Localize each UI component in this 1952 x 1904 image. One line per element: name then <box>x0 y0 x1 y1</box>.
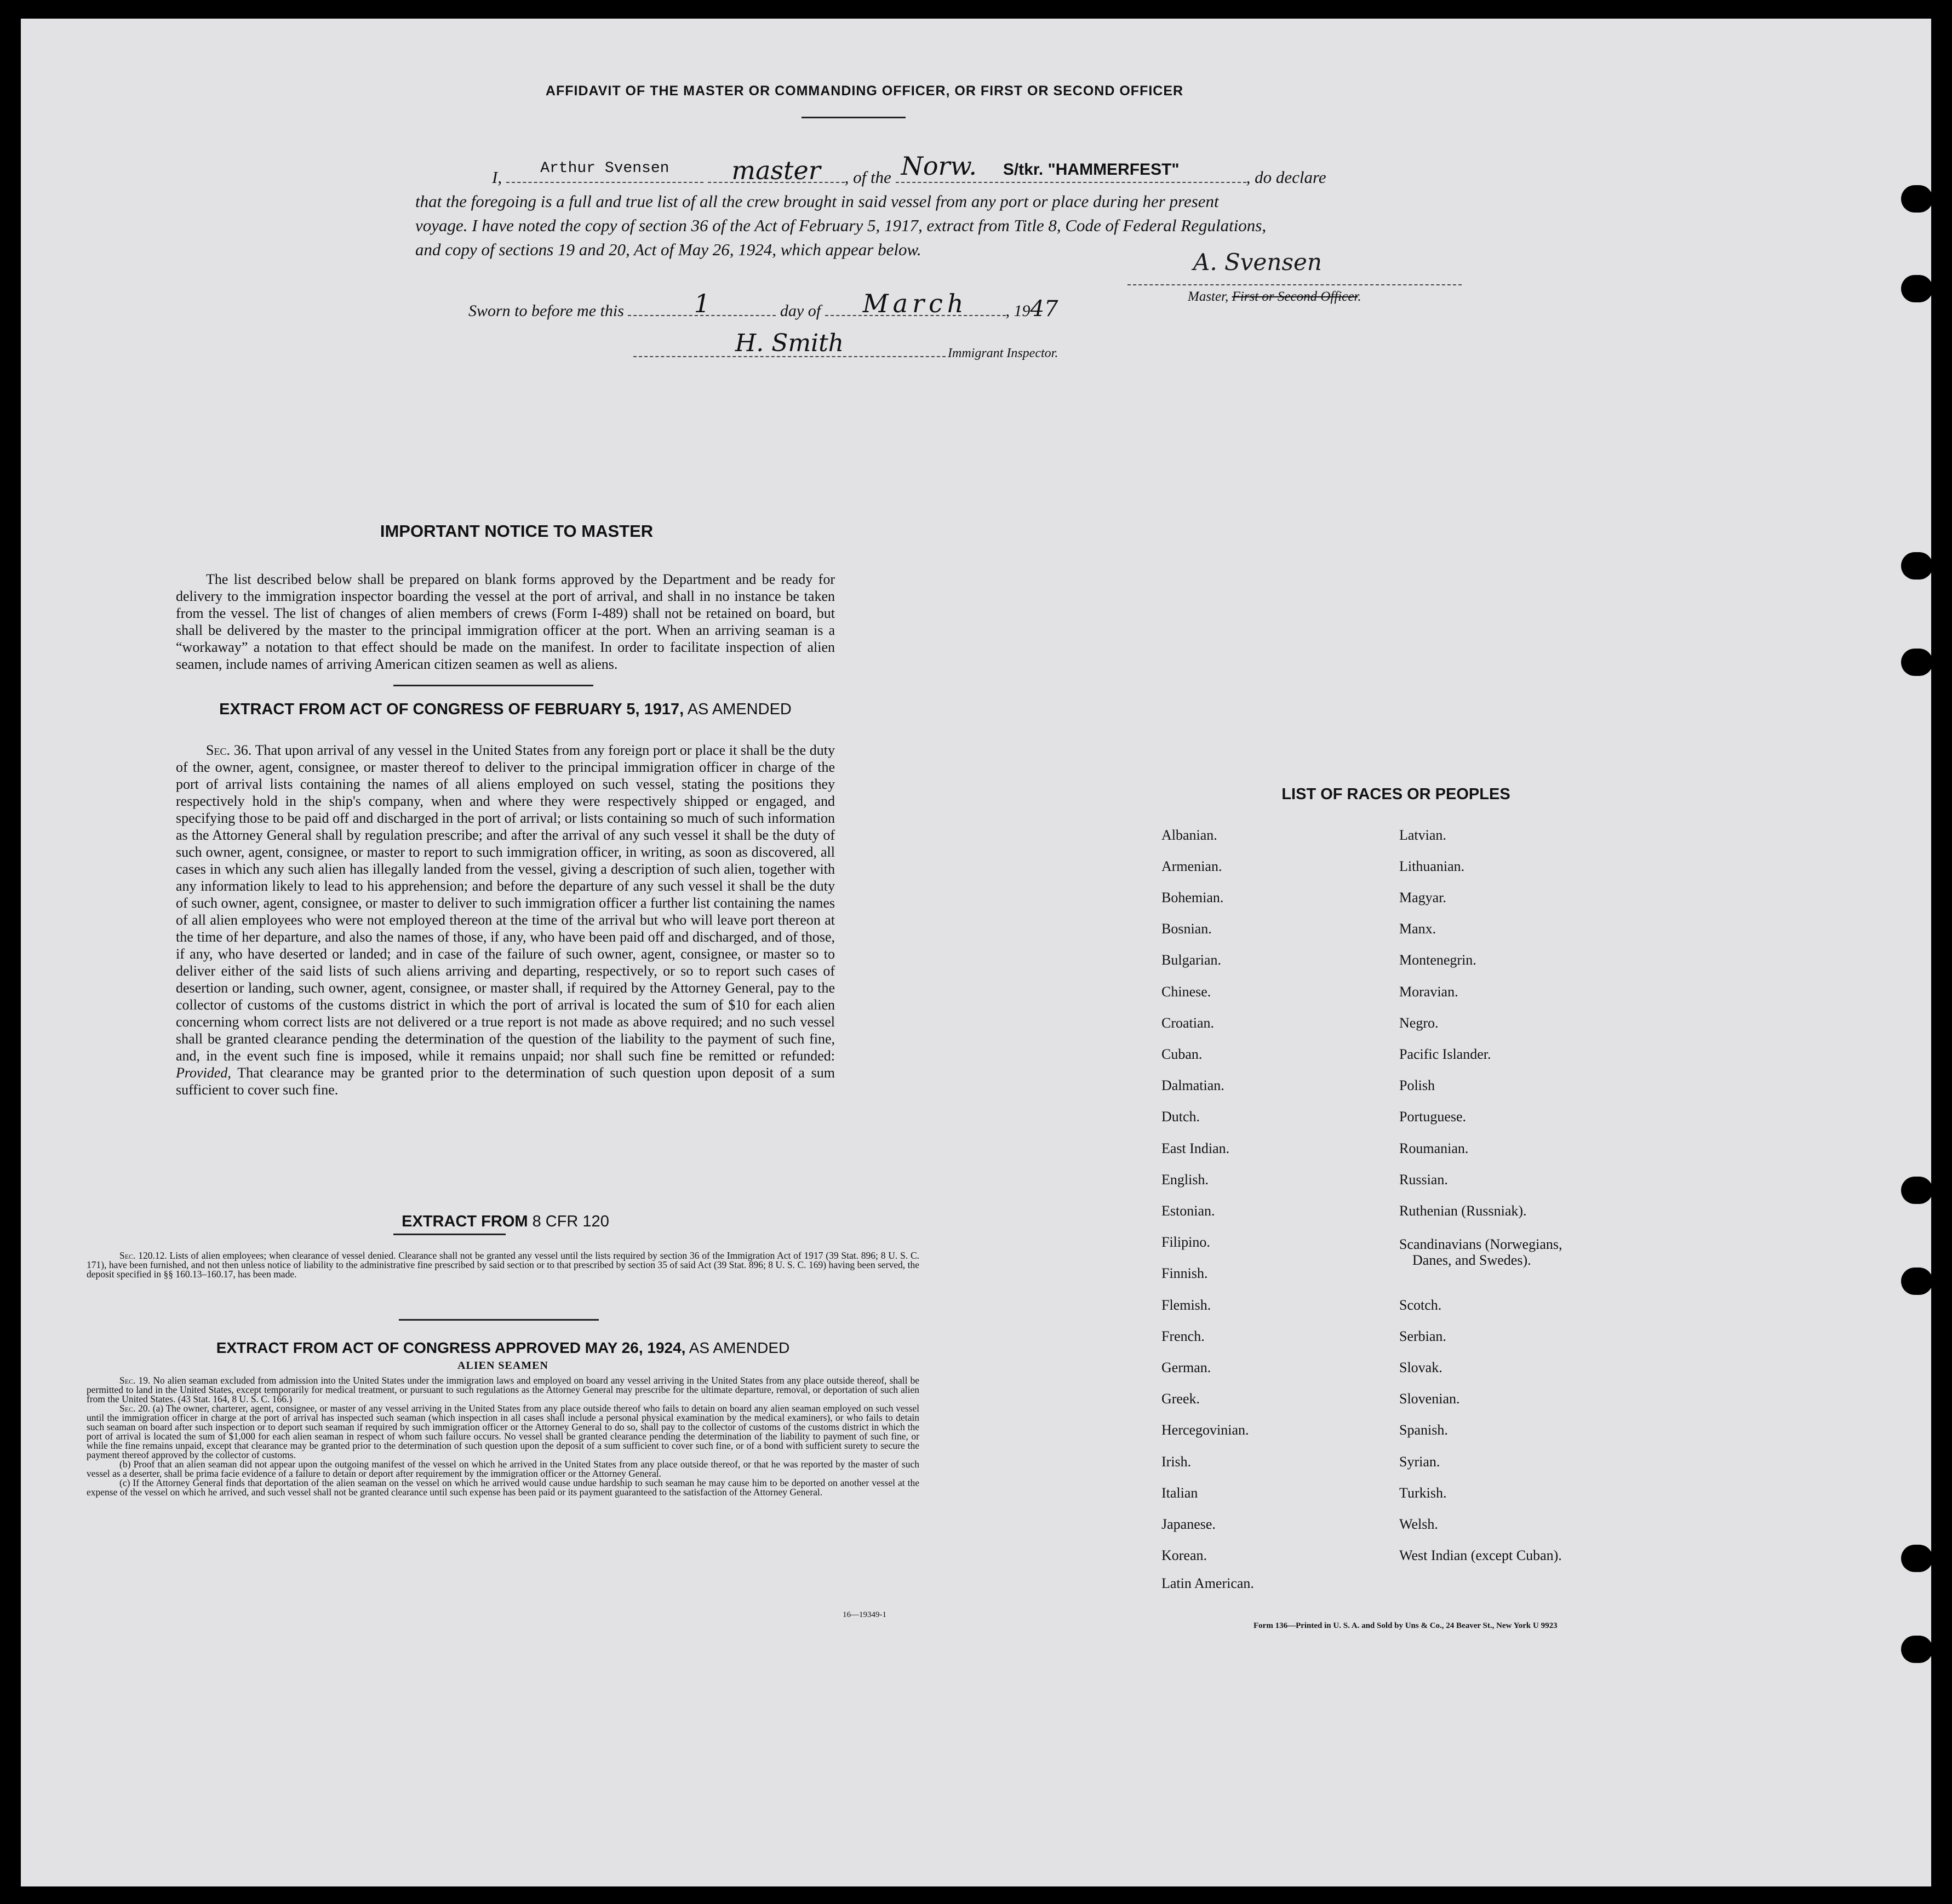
rank-field <box>708 156 845 185</box>
extract-1924-title-suffix: AS AMENDED <box>685 1339 790 1356</box>
race-item: Welsh. <box>1399 1516 1438 1532</box>
race-item: Scotch. <box>1399 1297 1442 1313</box>
vessel-name: S/tkr. "HAMMERFEST" <box>1003 160 1180 179</box>
of-the-label: , of the <box>844 168 891 187</box>
cfr-sec-label: Sec. 120.12. <box>119 1250 167 1261</box>
extract-1917-title-suffix: AS AMENDED <box>684 701 792 718</box>
name-field <box>506 162 703 183</box>
caption-struck: First or Second Officer <box>1232 289 1358 304</box>
inspector-field <box>633 329 946 357</box>
race-item: Spanish. <box>1399 1422 1448 1438</box>
race-item: German. <box>1161 1360 1211 1375</box>
binder-hole <box>1901 1545 1931 1572</box>
printer-footer: Form 136—Printed in U. S. A. and Sold by Uns & Co., 24 Beaver St., New York U 9923 <box>1253 1621 1558 1630</box>
sec-20a-body: (a) The owner, charterer, agent, consignee, or master of any vessel arriving in the United States from any place outside thereof who fails to detain on board any alien seaman employed on such vessel until the immigration officer in charge at the port of arrival has inspected such seaman (which inspection in all cases shall include a personal physical examination by the medical examiners), or who fails to detain such seaman on board after such inspection or to deport such seaman if required by such immigration officer or the Attorney General to do so, shall pay to the collector of customs of the customs district in which the port of arrival is located the sum of $1,000 for each alien seaman in respect of whom such failure occurs. No vessel shall be granted clearance pending the determination of the liability to payment of such fine, or while the fine remains unpaid, except that clearance may be granted prior to the determination of such question upon the deposit of a sum sufficient to cover such fine, or of a bond with sufficient surety to secure the payment thereof approved by the collector of customs. <box>87 1403 919 1460</box>
sworn-year: 47 <box>1030 296 1058 322</box>
race-item: Bosnian. <box>1161 921 1212 937</box>
declare-label: , do declare <box>1246 168 1326 187</box>
affidavit-line-2: that the foregoing is a full and true list of all the crew brought in said vessel from any port or place during her present <box>415 192 1219 211</box>
race-item: Portuguese. <box>1399 1109 1467 1125</box>
sec-19-paragraph <box>87 1376 919 1404</box>
month-field <box>825 289 1006 318</box>
sec-36-end: That clearance may be granted prior to the determination of such question upon deposit of a sum sufficient to cover such fine. <box>176 1065 835 1098</box>
sworn-month: March <box>862 289 968 318</box>
rank-handwritten: master <box>731 156 821 185</box>
binder-hole <box>1901 649 1931 676</box>
vessel-field <box>896 151 1246 183</box>
sec-20-label: Sec. 20. <box>119 1403 151 1414</box>
race-item: Dalmatian. <box>1161 1077 1224 1093</box>
extract-1917-title-main: EXTRACT FROM ACT OF CONGRESS OF FEBRUARY 5, 1917, <box>219 701 684 718</box>
cfr-body: Lists of alien employees; when clearance of vessel denied. Clearance shall not be granted any vessel until the lists required by section 36 of the Immigration Act of 1917 (39 Stat. 896; 8 U. S. C. 171), have been furnished, and not then unless notice of liability to the administrative fine prescribed by said section or to that prescribed by section 35 of said Act (39 Stat. 896; 8 U. S. C. 169) having been served, the deposit specified in §§ 160.13–160.17, has been made. <box>87 1250 919 1280</box>
race-item: English. <box>1161 1172 1209 1188</box>
caption-period: . <box>1358 289 1361 304</box>
sworn-day: 1 <box>694 289 711 318</box>
race-item: Armenian. <box>1161 858 1222 874</box>
binder-hole <box>1901 185 1931 213</box>
notice-title: IMPORTANT NOTICE TO MASTER <box>380 521 654 541</box>
race-item: French. <box>1161 1328 1205 1344</box>
document-page <box>21 19 1931 1886</box>
extract-1924-title-main: EXTRACT FROM ACT OF CONGRESS APPROVED MAY 26, 1924, <box>216 1339 686 1356</box>
race-item: Turkish. <box>1399 1485 1447 1501</box>
affidavit-declaration <box>415 151 1500 262</box>
affidavit-line-4: and copy of sections 19 and 20, Act of May 26, 1924, which appear below. <box>415 240 921 259</box>
race-item: Magyar. <box>1399 890 1446 905</box>
cfr-title <box>176 1213 835 1231</box>
form-number: 16—19349-1 <box>843 1610 886 1619</box>
race-item: Flemish. <box>1161 1297 1211 1313</box>
binder-hole <box>1901 1268 1931 1295</box>
sec-20c-paragraph: (c) If the Attorney General finds that deportation of the alien seaman on the vessel on which he arrived would cause undue hardship to such seaman he may cause him to be deported on another vessel at the expense of the vessel on which he arrived, and such vessel shall not be granted clearance until such expense has been paid or its payment guaranteed to the satisfaction of the Attorney General. <box>87 1477 919 1498</box>
sec-20a-paragraph <box>87 1404 919 1460</box>
cfr-text <box>87 1251 919 1279</box>
race-item: Chinese. <box>1161 984 1211 1000</box>
year-prefix: , 19 <box>1005 302 1031 320</box>
race-item: Lithuanian. <box>1399 858 1465 874</box>
signature-caption <box>1188 289 1361 305</box>
affidavit-line-1 <box>415 151 1500 190</box>
race-item: Polish <box>1399 1077 1435 1093</box>
race-item: Hercegovinian. <box>1161 1422 1249 1438</box>
divider-1 <box>393 685 593 686</box>
race-item: East Indian. <box>1161 1140 1230 1156</box>
vessel-fill <box>896 152 1246 182</box>
race-item: Dutch. <box>1161 1109 1200 1125</box>
race-item: Scandinavians (Norwegians, <box>1399 1236 1562 1252</box>
race-item: Moravian. <box>1399 984 1458 1000</box>
race-item: Estonian. <box>1161 1203 1215 1219</box>
day-field <box>628 289 776 318</box>
race-item: Greek. <box>1161 1391 1200 1407</box>
inspector-signature: H. Smith <box>735 329 844 357</box>
binder-hole <box>1901 552 1931 580</box>
section-36-paragraph <box>176 742 835 1098</box>
race-item: Manx. <box>1399 921 1436 937</box>
race-item: Negro. <box>1399 1015 1439 1031</box>
binder-hole <box>1901 1636 1931 1663</box>
signature-line <box>1127 284 1462 285</box>
race-item: Irish. <box>1161 1454 1192 1470</box>
race-item: Latvian. <box>1399 827 1446 843</box>
race-item: Latin American. <box>1161 1575 1254 1591</box>
sworn-label: Sworn to before me this <box>468 302 624 320</box>
race-item: Syrian. <box>1399 1454 1440 1470</box>
notice-paragraph: The list described below shall be prepared on blank forms approved by the Department and be ready for delivery to the immigration inspector boarding the vessel at the port of arrival, and shall in no instance be taken from the vessel. The list of changes of alien members of crews (Form I-489) shall not be retained on board, but shall be delivered by the master to the principal immigration officer at the port. When an arriving seaman is a “workaway” a notation to that effect should be made on the manifest. In order to facilitate inspection of alien seamen, include names of arriving American citizen seamen as well as aliens. <box>176 571 835 672</box>
notice-text <box>176 571 835 673</box>
race-item: Albanian. <box>1161 827 1217 843</box>
binder-hole <box>1901 1177 1931 1204</box>
race-item: Pacific Islander. <box>1399 1046 1491 1062</box>
race-item: Cuban. <box>1161 1046 1203 1062</box>
sec-19-body: No alien seaman excluded from admission into the United States under the immigration laws and employed on board any vessel arriving in the United States from any place outside thereof, shall be permitted to land in the United States, except temporarily for medical treatment, or pursuant to such regulations as the Attorney General may prescribe for the ultimate departure, removal, or deportation of such alien from the United States. (43 Stat. 164, 8 U. S. C. 166.) <box>87 1375 920 1404</box>
sec-36-body: That upon arrival of any vessel in the United States from any foreign port or place it shall be the duty of the owner, agent, consignee, or master thereof to deliver to the principal immigration officer in charge of the port of arrival lists containing the names of all aliens employed on such vessel, stating the positions they respectively hold in the ship's company, when and where they were respectively shipped or engaged, and specifying those to be paid off and discharged in the port of arrival; or lists containing so much of such information as the Attorney General shall by regulation prescribe; and after the arrival of any such vessel it shall be the duty of such owner, agent, consignee, or master to report to such immigration officer, in writing, as soon as discovered, all cases in which any such alien has illegally landed from the vessel, giving a description of such alien, together with any information likely to lead to his apprehension; and before the departure of any such vessel it shall be the duty of such owner, agent, consignee, or master to deliver to such immigration officer a further list containing the names of all alien employees who were not employed thereon at the time of the arrival but who will leave port thereon at the time of her departure, and also the names of those, if any, who have been paid off and discharged, and of those, if any, who have deserted or landed; and in case of the failure of such owner, agent, consignee, or master so to deliver either of the said lists of such aliens arriving and departing, respectively, or so to report such cases of desertion or landing, such owner, agent, consignee, or master shall, if required by the Attorney General, pay to the collector of customs of the customs district in which the port of arrival is located the sum of $10 for each alien concerning whom correct lists are not delivered or a true report is not made as above required; and no such vessel shall be granted clearance pending the determination of the question of the liability to the payment of such fine, and, in the event such fine is imposed, while it remains unpaid; nor shall such fine be remitted or refunded: <box>176 742 835 1064</box>
race-item: Filipino. <box>1161 1234 1210 1250</box>
inspector-label: Immigrant Inspector. <box>948 346 1058 360</box>
race-item: Slovenian. <box>1399 1391 1460 1407</box>
race-item: Danes, and Swedes). <box>1412 1252 1531 1268</box>
master-signature: A. Svensen <box>1193 249 1322 276</box>
nationality-handwritten: Norw. <box>901 151 977 181</box>
race-item: Roumanian. <box>1399 1140 1469 1156</box>
divider-3 <box>399 1319 599 1321</box>
races-title: LIST OF RACES OR PEOPLES <box>1281 785 1510 803</box>
race-item: Montenegrin. <box>1399 952 1476 968</box>
race-item: Italian <box>1161 1485 1198 1501</box>
race-item: West Indian (except Cuban). <box>1399 1547 1562 1563</box>
race-item: Slovak. <box>1399 1360 1442 1375</box>
cfr-paragraph <box>87 1251 919 1279</box>
inspector-line <box>633 329 1058 361</box>
sec-19-label: Sec. 19. <box>119 1375 151 1386</box>
caption-master: Master, <box>1188 289 1232 304</box>
race-item: Finnish. <box>1161 1265 1208 1281</box>
race-item: Serbian. <box>1399 1328 1446 1344</box>
affidavit-i: I, <box>492 168 502 187</box>
race-item: Bohemian. <box>1161 890 1224 905</box>
divider-2 <box>393 1234 506 1235</box>
cfr-title-suffix: 8 CFR 120 <box>528 1213 609 1230</box>
day-of-label: day of <box>780 302 821 320</box>
sworn-line <box>468 289 1058 323</box>
extract-1924-text <box>87 1376 919 1497</box>
race-item: Korean. <box>1161 1547 1207 1563</box>
race-item: Bulgarian. <box>1161 952 1222 968</box>
race-item: Ruthenian (Russniak). <box>1399 1203 1527 1219</box>
affidavit-title: AFFIDAVIT OF THE MASTER OR COMMANDING OFFICER, OR FIRST OR SECOND OFFICER <box>545 83 1184 99</box>
race-item: Croatian. <box>1161 1015 1215 1031</box>
cfr-title-main: EXTRACT FROM <box>402 1213 528 1230</box>
alien-seamen-subtitle: ALIEN SEAMEN <box>457 1360 548 1372</box>
sec-36-label: Sec. 36. <box>206 742 252 758</box>
affidavit-line-3: voyage. I have noted the copy of section 36 of the Act of February 5, 1917, extract from Title 8, Code of Federal Regulations, <box>415 216 1267 235</box>
title-divider <box>802 117 906 118</box>
race-item: Russian. <box>1399 1172 1448 1188</box>
sec-20b-paragraph: (b) Proof that an alien seaman did not appear upon the outgoing manifest of the vessel on which he arrived in the United States from any place outside thereof, or that he was reported by the master of such vessel as a deserter, shall be prima facie evidence of a failure to detain or deport after requirement by the immigration officer or the Attorney General. <box>87 1459 919 1479</box>
extract-1924-title <box>87 1339 919 1357</box>
race-item: Japanese. <box>1161 1516 1216 1532</box>
binder-hole <box>1901 275 1931 302</box>
extract-1917-title <box>176 701 835 719</box>
section-36-text <box>176 742 835 1098</box>
master-name: Arthur Svensen <box>540 160 669 177</box>
provided-label: Provided, <box>176 1065 231 1081</box>
